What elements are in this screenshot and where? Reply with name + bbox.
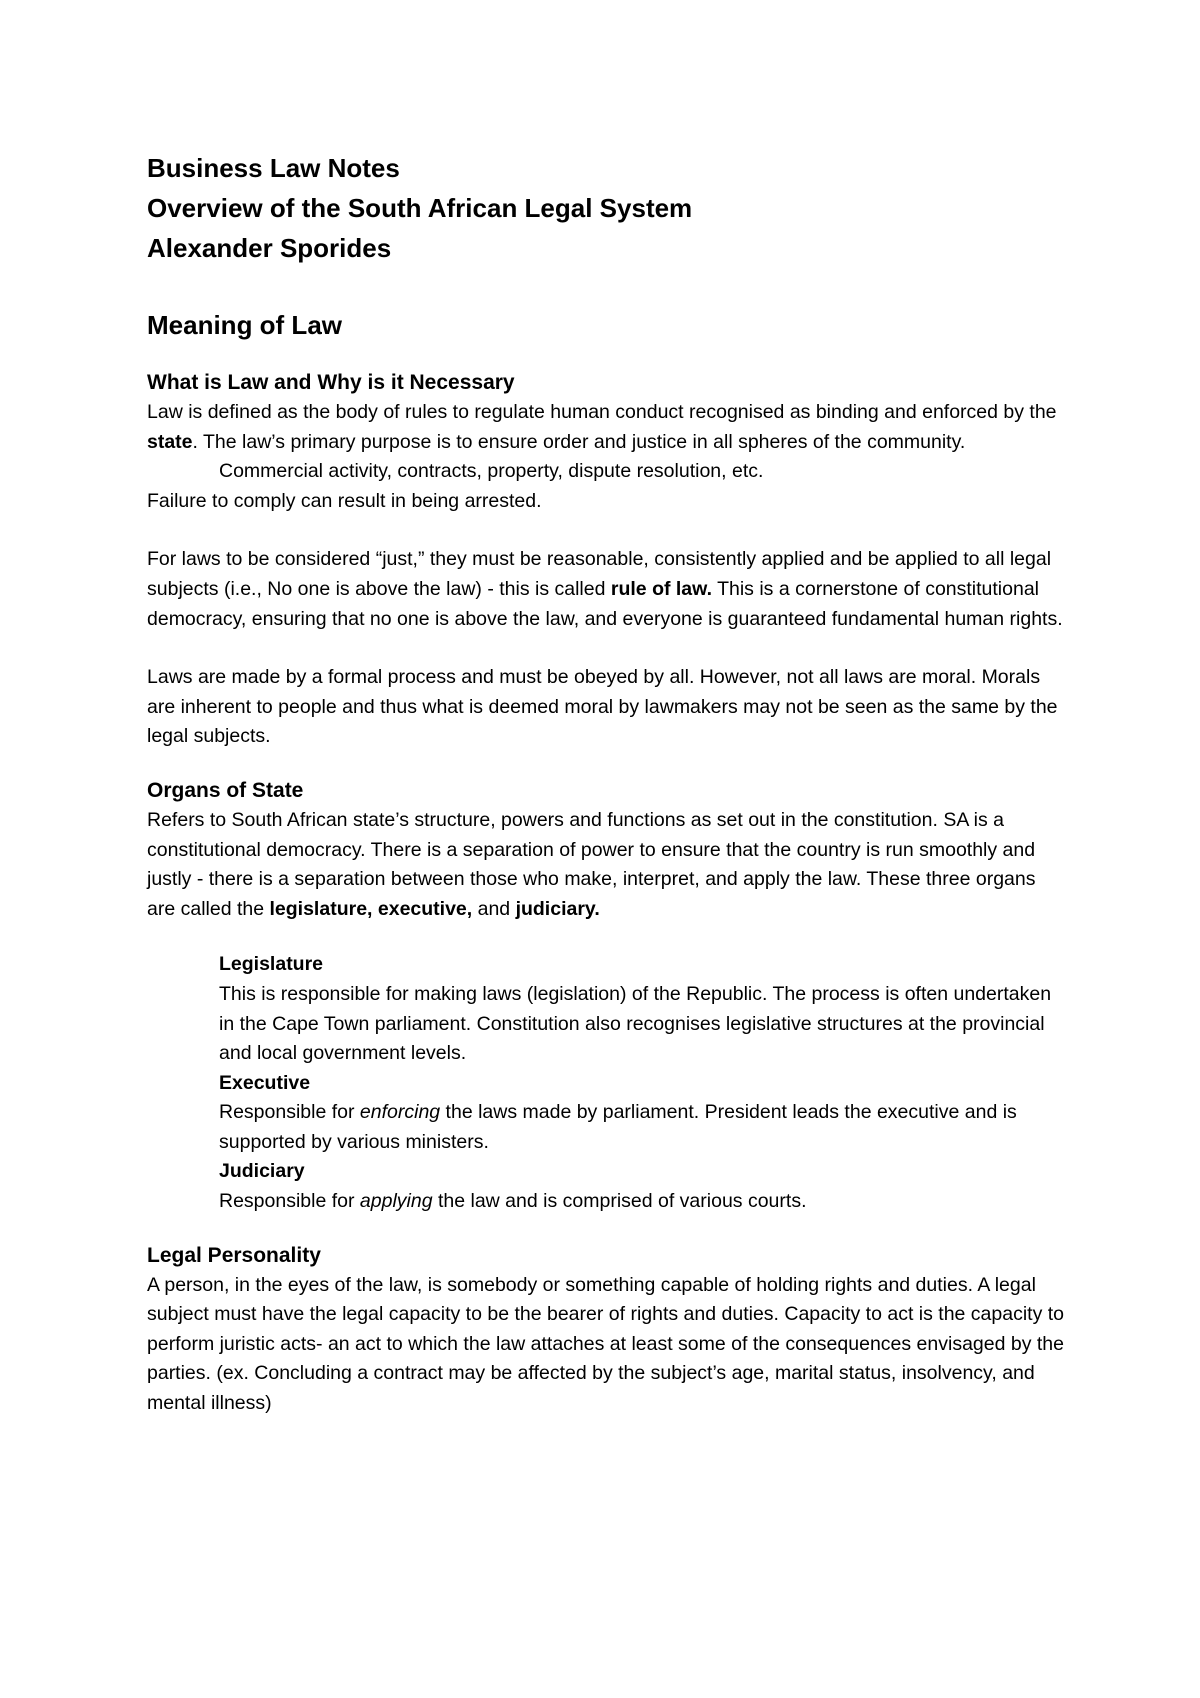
legislature-description: This is responsible for making laws (legislation) of the Republic. The process is often undertaken in the Cape Town parliament. Constitution also recognises legislative structures at the provincial and local government levels.	[219, 982, 1052, 1065]
legislature-heading: Legislature	[219, 953, 324, 976]
executive-heading: Executive	[219, 1071, 311, 1094]
bold-term-rule-of-law: rule of law.	[610, 577, 713, 600]
bold-term-state: state	[147, 430, 193, 453]
paragraph-organs-of-state: Refers to South African state’s structure, powers and functions as set out in the constitution. SA is a constitutional democracy. There is a separation of power to ensure that the country is run smoothly and justly - there is a separation between those who make, interpret, and apply the law. These three organs are called the legislature, executive, and judiciary.	[147, 808, 1036, 920]
italic-term-applying: applying	[359, 1190, 433, 1213]
bold-term-legislature-executive: legislature, executive,	[269, 897, 473, 920]
topic-title: Overview of the South African Legal System	[147, 193, 693, 223]
organs-detail-block	[147, 950, 1067, 1216]
subsection-title-organs-of-state: Organs of State	[147, 778, 304, 802]
author-name: Alexander Sporides	[147, 233, 392, 263]
subsection-title-what-is-law: What is Law and Why is it Necessary	[147, 371, 515, 394]
judiciary-heading: Judiciary	[219, 1160, 305, 1183]
subsection-title-legal-personality: Legal Personality	[147, 1243, 321, 1267]
executive-description: Responsible for enforcing the laws made by parliament. President leads the executive and is supported by various ministers.	[219, 1101, 1017, 1153]
judiciary-description: Responsible for applying the law and is comprised of various courts.	[219, 1190, 807, 1213]
course-title: Business Law Notes	[147, 153, 400, 183]
paragraph-rule-of-law: For laws to be considered “just,” they must be reasonable, consistently applied and be applied to all legal subjects (i.e., No one is above the law) - this is called rule of law. This is a cornerstone of constitutional democracy, ensuring that no one is above the law, and everyone is guaranteed fundamental human rights.	[147, 548, 1063, 630]
bold-term-judiciary: judiciary.	[515, 897, 600, 920]
italic-term-enforcing: enforcing	[359, 1101, 441, 1124]
document-page	[147, 148, 1067, 1419]
section-title-meaning-of-law: Meaning of Law	[147, 310, 342, 340]
paragraph-laws-and-morals: Laws are made by a formal process and must be obeyed by all. However, not all laws are moral. Morals are inherent to people and thus what is deemed moral by lawmakers may not be seen as the same by the legal subjects.	[147, 666, 1058, 748]
paragraph-legal-personality: A person, in the eyes of the law, is somebody or something capable of holding rights and duties. A legal subject must have the legal capacity to be the bearer of rights and duties. Capacity to act is the capacity to perform juristic acts- an act to which the law attaches at least some of the consequences envisaged by the parties. (ex. Concluding a contract may be affected by the subject’s age, marital status, insolvency, and mental illness)	[147, 1273, 1065, 1415]
paragraph-failure-to-comply: Failure to comply can result in being arrested.	[147, 489, 542, 512]
paragraph-law-examples: Commercial activity, contracts, property, dispute resolution, etc.	[219, 460, 764, 483]
paragraph-law-definition: Law is defined as the body of rules to regulate human conduct recognised as binding and enforced by the state. The law’s primary purpose is to ensure order and justice in all spheres of the community.	[147, 401, 1057, 453]
